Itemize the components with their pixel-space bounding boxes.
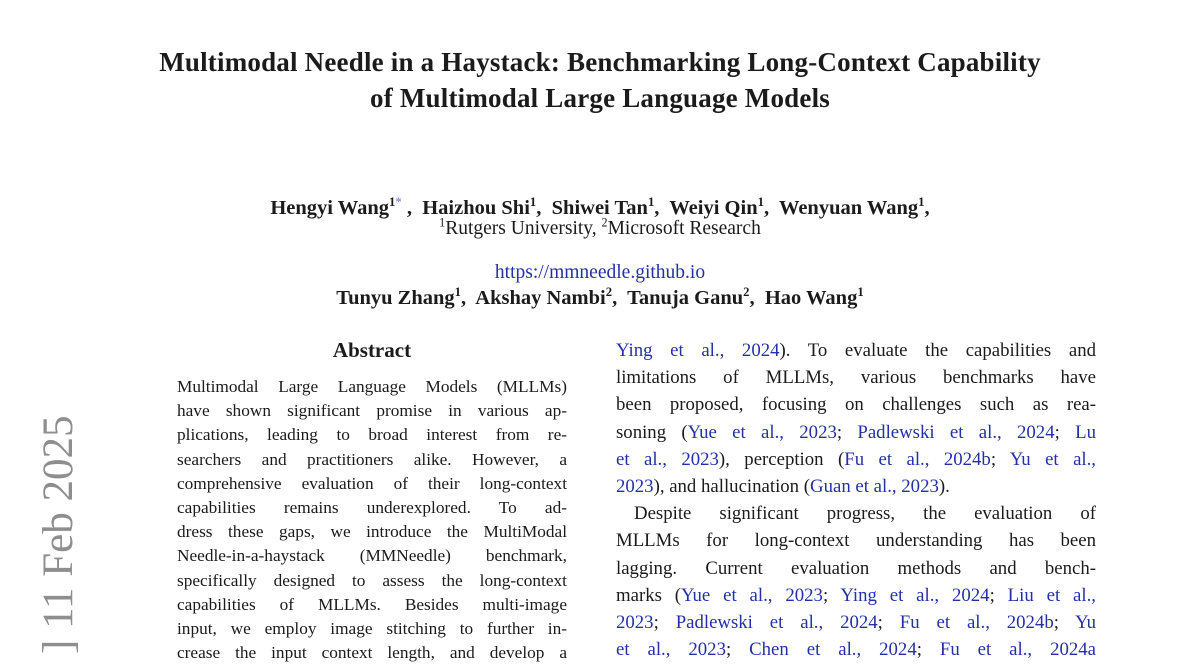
text-segment: soning ( [616,421,688,443]
author-footnote-star: * [395,195,402,210]
author-affiliation-sup: 1 [918,195,925,210]
author-name: Wenyuan Wang [778,197,919,219]
affiliations-line [0,215,1200,240]
text-segment: ; [653,612,676,634]
abstract-body [177,375,567,665]
body-text-line [616,364,1096,391]
citation-link[interactable]: Yu [1075,612,1097,634]
citation-link[interactable]: Yue et al., 2023 [687,421,837,443]
intro-column [616,337,1096,663]
citation-link[interactable]: Fu et al., 2024b [844,448,991,470]
citation-link[interactable]: Liu et al., [1007,584,1096,606]
citation-link[interactable]: Ying et al., 2024 [840,584,990,606]
affiliation-sup: 1 [439,215,446,230]
citation-link[interactable]: Lu [1075,421,1096,443]
author-separator: , [612,287,628,309]
author-affiliation-sup: 2 [743,285,750,300]
text-segment: ), perception ( [718,448,845,470]
author-affiliation-sup: 1 [454,285,462,300]
author-separator: , [763,197,779,219]
text-segment: been proposed, focusing on challenges such as rea- [616,394,1096,416]
body-text-line [616,446,1096,473]
affiliation-name: Microsoft Research [607,218,761,239]
author-separator: , [654,197,670,219]
citation-link[interactable]: Guan et al., 2023 [810,476,939,498]
author-separator: , [924,197,930,219]
author-name: Shiwei Tan [551,197,648,219]
citation-link[interactable]: et al., 2023 [616,448,719,470]
text-segment: ; [836,421,858,443]
body-text-line [616,582,1096,609]
author-name: Hao Wang [764,287,858,309]
abstract-line: searchers and practitioners alike. However, a [177,449,567,469]
author-name: Akshay Nambi [475,287,606,309]
text-segment: ; [725,639,750,661]
abstract-line: dress these gaps, we introduce the MultiModal [177,522,567,542]
citation-link[interactable]: Padlewski et al., 2024 [675,612,878,634]
author-name: Weiyi Qin [669,197,758,219]
author-affiliation-sup: 1 [529,195,537,210]
citation-link[interactable]: Chen et al., 2024 [749,639,917,661]
citation-link[interactable]: Ying et al., 2024 [616,340,780,361]
author-separator: , [536,197,552,219]
abstract-heading: Abstract [332,338,412,362]
citation-link[interactable]: 2023 [616,476,654,498]
citation-link[interactable]: 2023 [616,612,654,634]
text-segment: ; [989,584,1008,606]
text-segment: ), and hallucination ( [653,476,811,498]
text-segment: ; [990,448,1010,470]
paper-title-line1: Multimodal Needle in a Haystack: Benchmarking Long-Context Capability [159,47,1041,77]
author-name: Hengyi Wang [270,197,390,219]
text-segment: limitations of MLLMs, various benchmarks have [616,367,1096,389]
abstract-line: Needle-in-a-haystack (MMNeedle) benchmark, [177,546,567,566]
citation-link[interactable]: Yu et al., [1009,448,1097,470]
body-text-line [616,419,1096,446]
abstract-line: comprehensive evaluation of their long-context [177,473,567,493]
body-text-line [616,555,1096,582]
author-line-2 [0,283,1200,313]
abstract-line: capabilities of MLLMs. Besides multi-image [177,594,567,614]
author-separator: , [749,287,765,309]
citation-link[interactable]: Padlewski et al., 2024 [857,421,1055,443]
paper-title [0,44,1200,116]
body-text-line [616,527,1096,554]
citation-link[interactable]: Fu et al., 2024a [939,639,1096,661]
abstract-line: crease the input context length, and develop a [177,643,567,663]
body-text-line [616,337,1096,364]
author-affiliation-sup: 1 [389,195,396,210]
citation-link[interactable]: Yue et al., 2023 [681,584,823,606]
abstract-line: input, we employ image stitching to further in- [177,619,567,639]
text-segment: ; [916,639,940,661]
text-segment: lagging. Current evaluation methods and bench- [616,557,1096,579]
affiliation-sup: 2 [601,215,608,230]
text-segment: marks ( [616,584,682,606]
author-affiliation-sup: 1 [757,195,764,210]
body-text-line [616,609,1096,636]
abstract-line: capabilities remains underexplored. To ad- [177,498,567,518]
citation-link[interactable]: et al., 2023 [616,639,726,661]
author-name: Tunyu Zhang [336,287,455,309]
arxiv-date-stamp: ] 11 Feb 2025 [35,415,82,654]
body-text-line [616,391,1096,418]
author-affiliation-sup: 1 [647,195,655,210]
author-separator: , [461,287,476,309]
abstract-line: plications, leading to broad interest from re- [177,425,567,445]
citation-link[interactable]: Fu et al., 2024b [899,612,1054,634]
author-separator: , [401,197,423,219]
abstract-line: Multimodal Large Language Models (MLLMs) [177,377,567,396]
paper-title-line2: of Multimodal Large Language Models [370,83,830,113]
author-name: Tanuja Ganu [627,287,744,309]
abstract-line: specifically designed to assess the long-context [177,570,567,590]
text-segment: ; [1053,612,1076,634]
body-text-line [616,500,1096,527]
project-url-row [0,262,1200,284]
body-text-line [616,636,1096,663]
text-segment: ; [822,584,841,606]
text-segment: ; [877,612,900,634]
author-affiliation-sup: 2 [605,285,613,300]
affiliation-name: Rutgers University, [445,218,602,239]
project-url-link[interactable]: https://mmneedle.github.io [494,262,706,283]
text-segment: ; [1054,421,1076,443]
body-text-line [616,473,1096,500]
text-segment: ). To evaluate the capabilities and [779,340,1096,361]
text-segment: Despite significant progress, the evaluation of [634,503,1096,525]
text-segment: MLLMs for long-context understanding has been [616,530,1096,552]
author-name: Haizhou Shi [422,197,530,219]
text-segment: ). [938,476,950,498]
author-affiliation-sup: 1 [857,285,864,300]
abstract-line: have shown significant promise in various ap- [177,401,567,421]
